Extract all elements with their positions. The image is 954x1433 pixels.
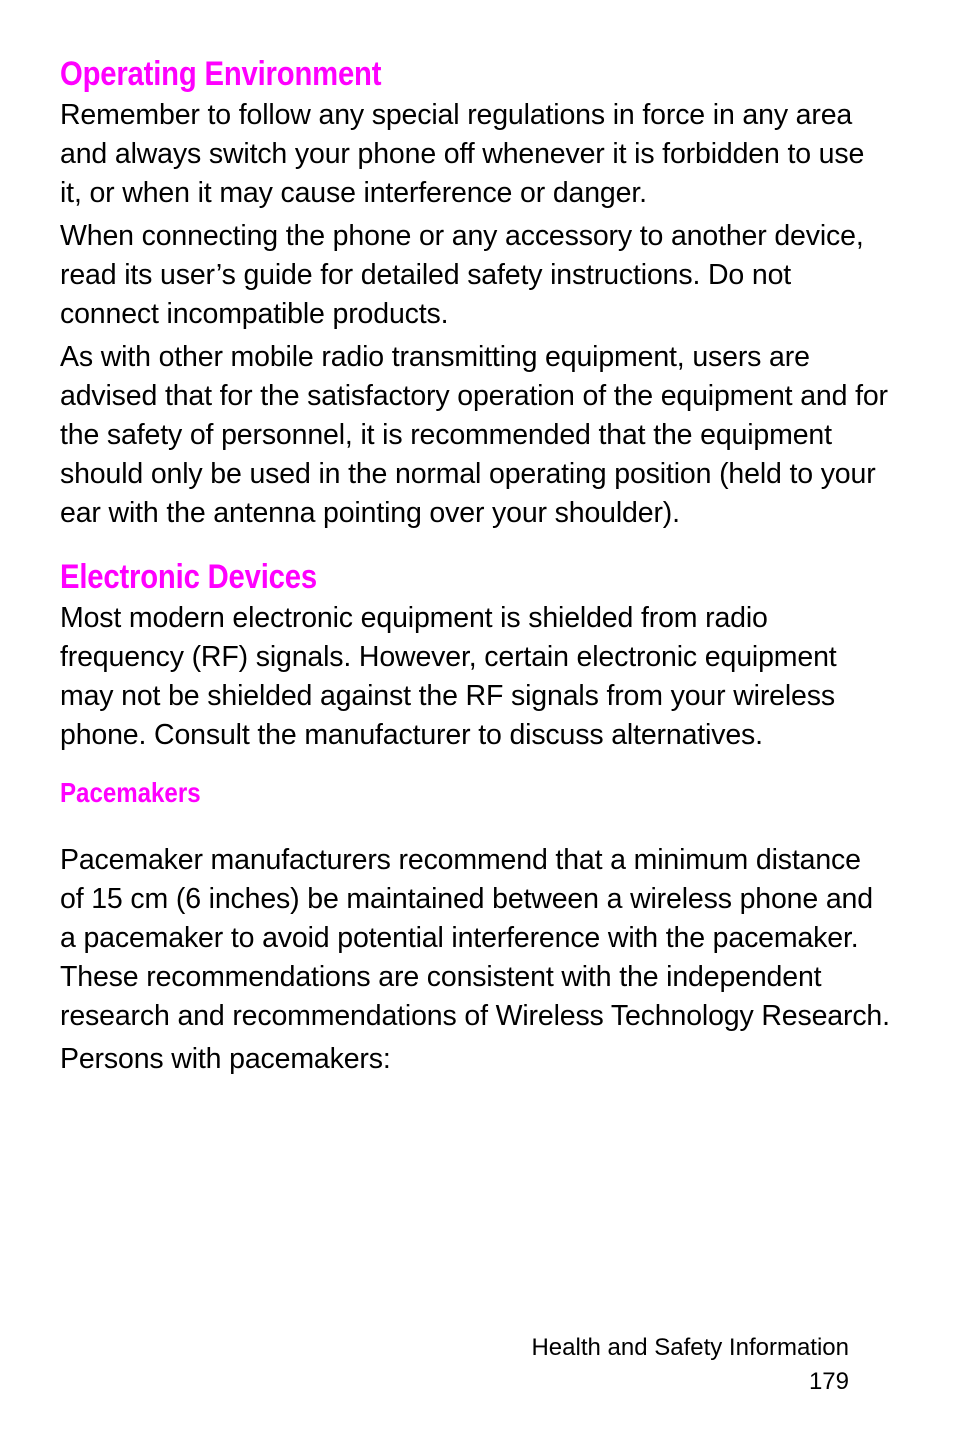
paragraph: Pacemaker manufacturers recommend that a minimum distance of 15 cm (6 inches) be maintained between a wireless phone and a pacemaker to avoid potential interference with the pacemaker. These recommendations are consistent with the independent research and recommendations of Wireless Technology Research.: [60, 844, 890, 1032]
footer-chapter-title: Health and Safety Information: [531, 1334, 849, 1361]
paragraph: When connecting the phone or any accessory to another device, read its user’s guide for detailed safety instructions. Do not connect incompatible products.: [60, 220, 864, 330]
paragraph: As with other mobile radio transmitting equipment, users are advised that for the satisfactory operation of the equipment and for the safety of personnel, it is recommended that the equipment should only be used in the normal operating position (held to your ear with the antenna pointing over your shoulder).: [60, 341, 888, 529]
paragraph: Remember to follow any special regulations in force in any area and always switch your phone off whenever it is forbidden to use it, or when it may cause interference or danger.: [60, 99, 865, 209]
paragraph: Most modern electronic equipment is shielded from radio frequency (RF) signals. However, certain electronic equipment may not be shielded against the RF signals from your wireless phone. Consult the manufacturer to discuss alternatives.: [60, 602, 837, 751]
paragraph: Persons with pacemakers:: [60, 1043, 391, 1075]
section-heading-operating-environment: Operating Environment: [60, 55, 382, 93]
page-number: 179: [808, 1368, 849, 1395]
sub-heading-pacemakers: Pacemakers: [60, 777, 201, 808]
page-footer: [531, 1331, 849, 1399]
section-heading-electronic-devices: Electronic Devices: [60, 558, 317, 596]
page-content: [60, 52, 890, 1079]
